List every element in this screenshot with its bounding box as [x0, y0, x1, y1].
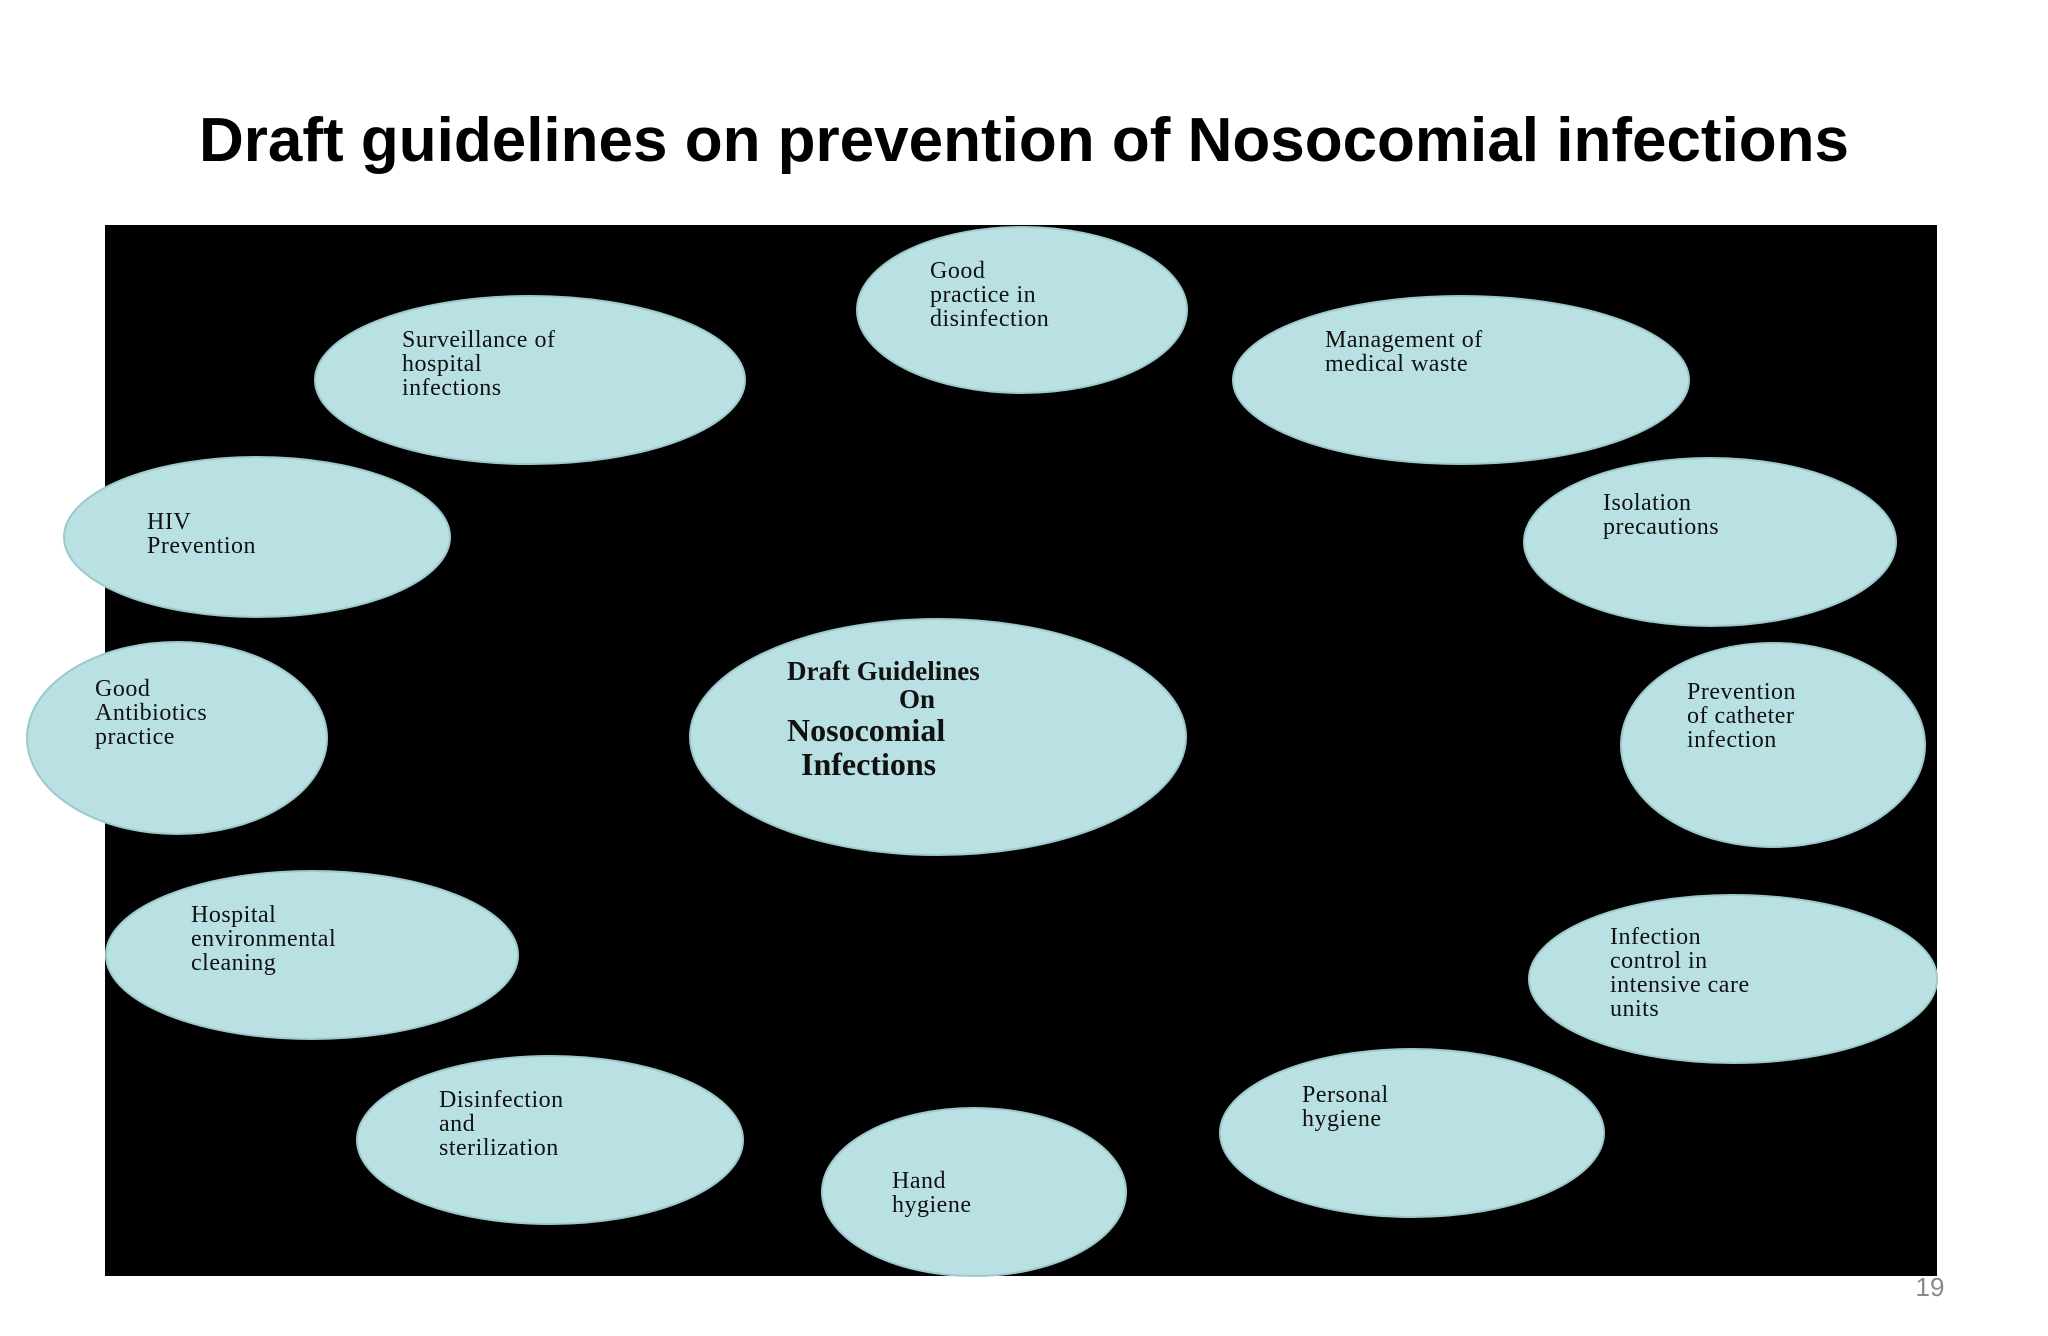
node-label-good-antibiotics-practice: Good Antibiotics practice — [95, 676, 208, 750]
node-ellipse-isolation-precautions — [1524, 458, 1896, 626]
page-number: 19 — [1915, 1272, 1945, 1302]
node-label-management-medical-waste: Management of medical waste — [1325, 327, 1483, 377]
node-ellipse-personal-hygiene — [1220, 1049, 1604, 1217]
node-ellipse-management-medical-waste — [1233, 296, 1689, 464]
node-ellipse-hand-hygiene — [822, 1108, 1126, 1276]
center-label-line-2: On — [899, 684, 936, 714]
node-label-disinfection-sterilization: Disinfection and sterilization — [439, 1087, 564, 1161]
node-label-hiv-prevention: HIV Prevention — [147, 509, 256, 559]
node-label-personal-hygiene: Personal hygiene — [1302, 1082, 1389, 1132]
node-label-isolation-precautions: Isolation precautions — [1603, 490, 1720, 540]
node-label-prevention-catheter-infection: Prevention of catheter infection — [1687, 679, 1796, 753]
node-label-good-practice-disinfection: Good practice in disinfection — [930, 258, 1050, 332]
diagram-shapes — [105, 225, 1937, 1276]
center-label-line-1: Draft Guidelines — [787, 656, 980, 686]
slide-title: Draft guidelines on prevention of Nosocomial infections — [198, 106, 1850, 175]
center-label-line-3: Nosocomial — [787, 712, 946, 748]
node-ellipse-hiv-prevention — [64, 457, 450, 617]
node-label-hand-hygiene: Hand hygiene — [892, 1168, 972, 1218]
node-label-hospital-environmental-cleaning: Hospital environmental cleaning — [191, 902, 337, 976]
center-label — [787, 657, 980, 781]
node-label-infection-control-icu: Infection control in intensive care units — [1610, 924, 1750, 1022]
diagram-panel — [95, 225, 1937, 1276]
node-label-surveillance-hospital-infections: Surveillance of hospital infections — [402, 327, 556, 401]
center-label-line-4: Infections — [801, 746, 937, 782]
